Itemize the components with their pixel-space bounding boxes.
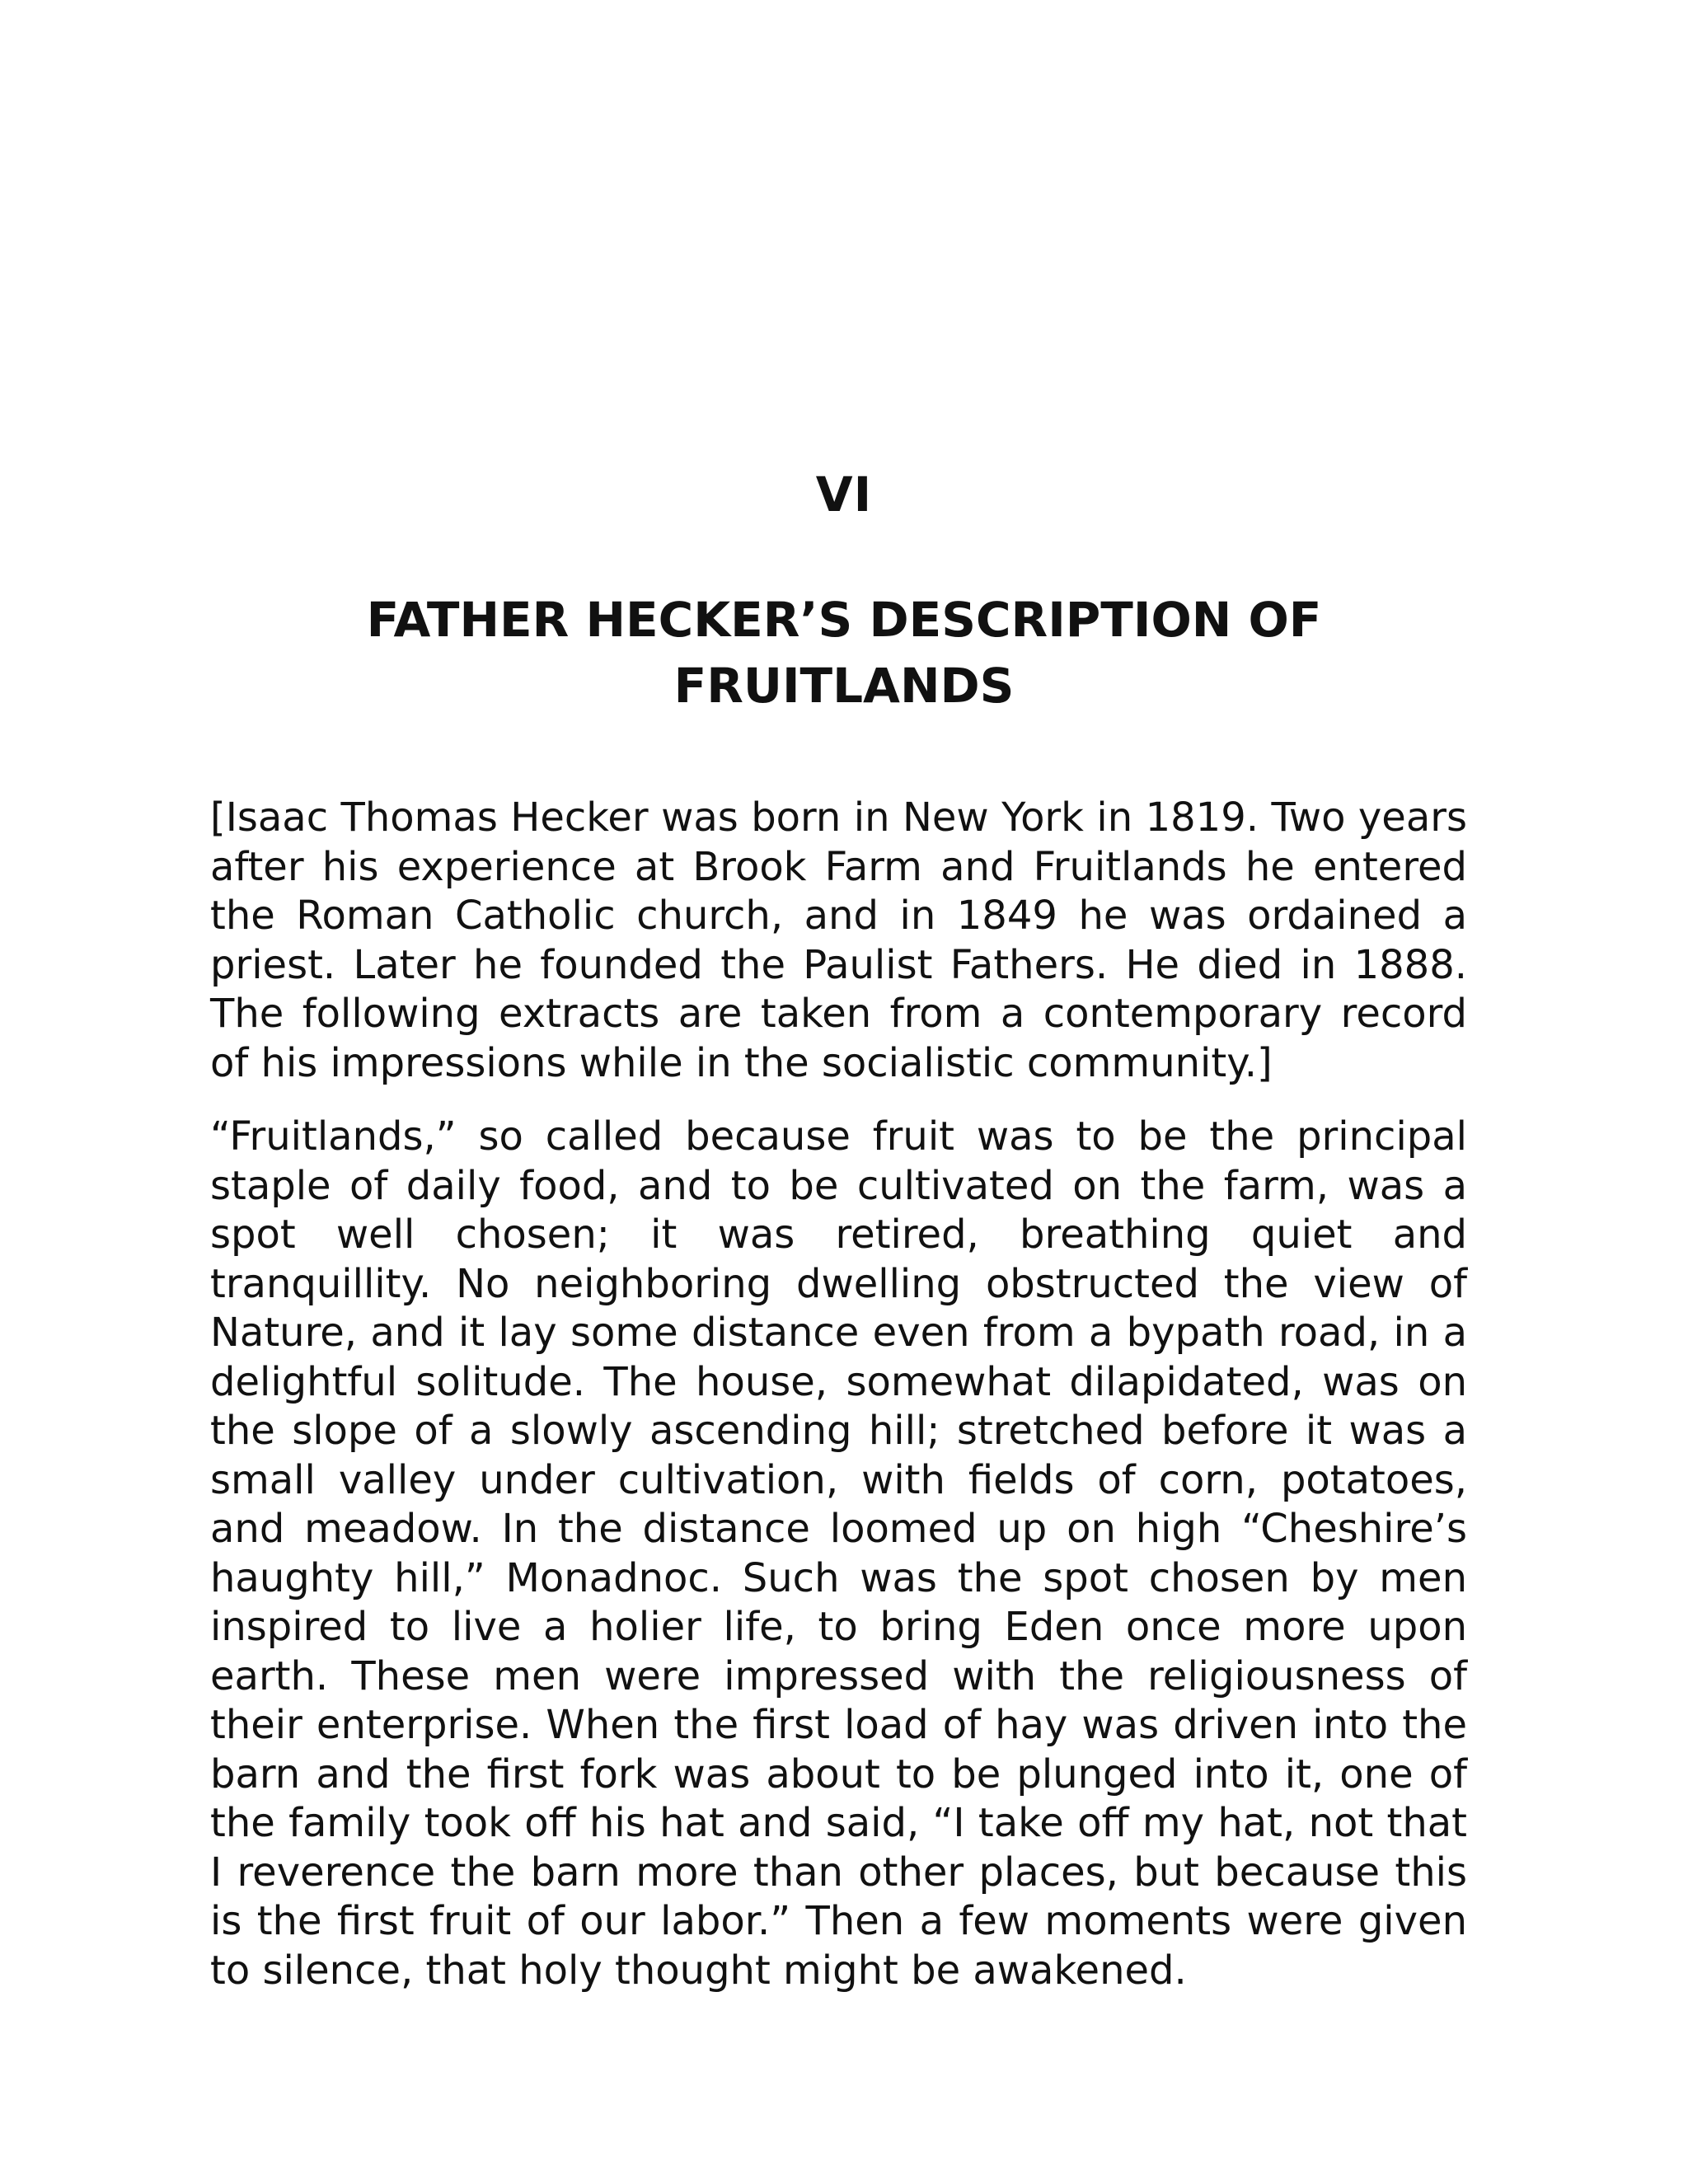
- intro-paragraph: [Isaac Thomas Hecker was born in New York in 1819. Two years after his experience at Brook Farm and Fruitlands he entered the Roman Catholic church, and in 1849 he was ordained a priest. Later he founded the Paulist Fathers. He died in 1888. The following extracts are taken from a contemporary record of his impressions while in the socialistic community.]: [210, 794, 1467, 1086]
- body-paragraph: “Fruitlands,” so called because fruit was to be the principal staple of daily food, and to be cultivated on the farm, was a spot well chosen; it was retired, breathing quiet and tranquillity. No neighboring dwelling obstructed the view of Nature, and it lay some distance even from a bypath road, in a delightful solitude. The house, somewhat dilapidated, was on the slope of a slowly ascending hill; stretched before it was a small valley under cultivation, with fields of corn, potatoes, and meadow. In the distance loomed up on high “Cheshire’s haughty hill,” Monadnoc. Such was the spot chosen by men inspired to live a holier life, to bring Eden once more upon earth. These men were impressed with the religiousness of their enterprise. When the first load of hay was driven into the barn and the first fork was about to be plunged into it, one of the family took off his hat and said, “I take off my hat, not that I reverence the barn more than other places, but because this is the first fruit of our labor.” Then a few moments were given to silence, that holy thought might be awakened.: [210, 1113, 1467, 1994]
- chapter-number: VI: [815, 466, 873, 523]
- chapter-title: FATHER HECKER’S DESCRIPTION OF FRUITLANDS: [366, 592, 1322, 714]
